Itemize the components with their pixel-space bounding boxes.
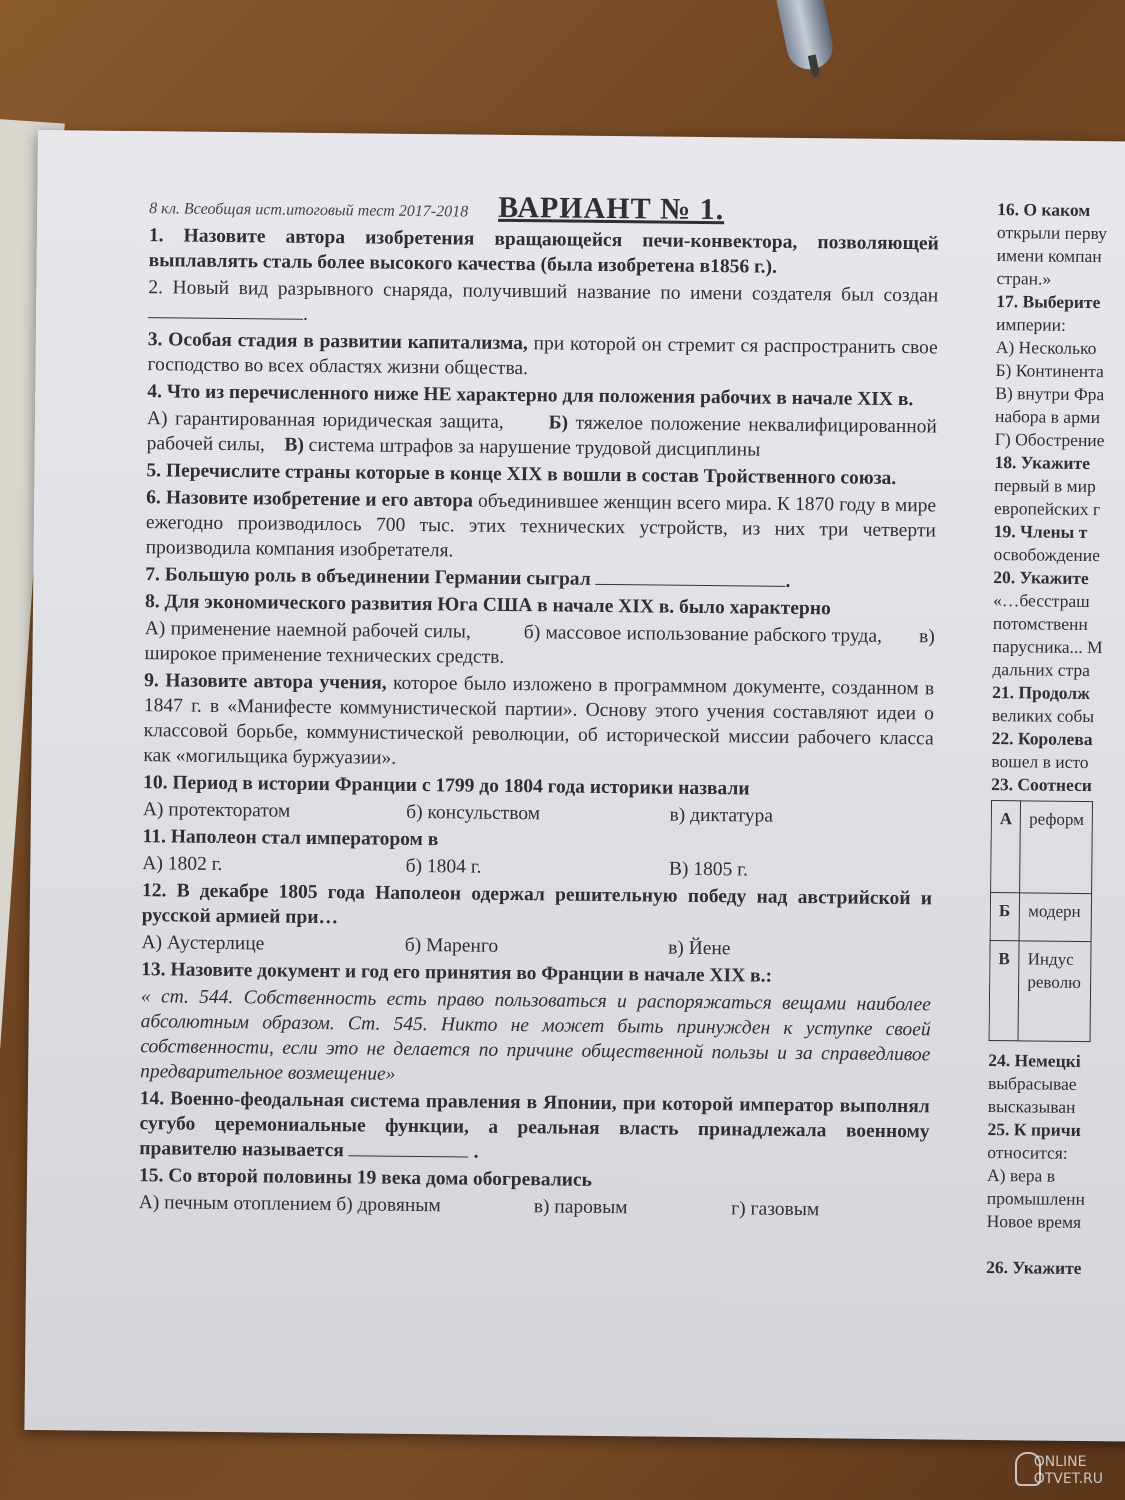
right-column-line: 18. Укажите <box>994 452 1091 474</box>
right-column-line: относится: <box>987 1141 1068 1163</box>
question-10: 10. Период в истории Франции с 1799 до 1804 года историки назвали <box>143 772 750 800</box>
right-column-line <box>986 1233 1125 1258</box>
right-column-line: имени компан <box>996 245 1102 267</box>
right-column-line: 24. Немецкі <box>988 1050 1081 1071</box>
option: А) протекторатом <box>142 799 291 822</box>
right-column-line: высказыван <box>987 1096 1076 1117</box>
right-column-line: 19. Члены т <box>993 521 1088 543</box>
right-column-line: 17. Выберите <box>996 291 1101 313</box>
option: г) газовым <box>731 1198 820 1221</box>
question-4-options: А) гарантированная юридическая защита, Б) тяжелое положение неквалифицированной рабочей силы, В) система штрафов за нарушение трудовой дисциплины <box>146 408 938 461</box>
right-column-lines <box>991 198 1125 798</box>
right-column-line: 25. К причи <box>987 1118 1081 1140</box>
option: в) паровым <box>533 1196 628 1219</box>
question-12: 12. В декабре 1805 года Наполеон одержал решительную победу над австрийской и русской армией при… <box>141 880 933 929</box>
right-column-line: империи: <box>995 314 1067 335</box>
question-9: 9. Назовите автора учения, которое было изложено в программном документе, созданном в 1847 г. в «Манифесте коммунистической партии». Основу этого учения составляют идеи о классовой борьбе, коммунистической революции, об исторической миссии рабочего класса как «могильщика буржуазии». <box>143 670 935 769</box>
right-column-line: дальних стра <box>992 659 1091 681</box>
question-4: 4. Что из перечисленного ниже НЕ характерно для положения рабочих в начале XIX в. <box>147 381 914 411</box>
header-subtitle: 8 кл. Всеобщая ист.итоговый тест 2017-2018 <box>149 200 469 221</box>
right-column-line: А) вера в <box>987 1164 1056 1186</box>
right-column-line: вошел в исто <box>991 751 1089 773</box>
table-letter: А <box>991 801 1021 893</box>
right-column-line: выбрасывае <box>987 1073 1077 1094</box>
right-column-line: Б) Континента <box>995 360 1104 382</box>
right-column-line: В) внутри Фра <box>995 383 1105 405</box>
right-column-line: промышленн <box>986 1187 1086 1210</box>
question-15: 15. Со второй половины 19 века дома обогревались <box>138 1165 593 1191</box>
table-cell: реформ <box>1020 801 1093 894</box>
right-column-line: первый в мир <box>994 475 1096 497</box>
option: А) печным отоплением <box>138 1192 332 1216</box>
right-column-line: 23. Соотнеси <box>991 774 1092 796</box>
right-column-line: А) Несколько <box>995 337 1097 359</box>
option: б) дровяным <box>336 1194 441 1217</box>
watermark-line: ONLINE <box>1033 1454 1087 1470</box>
right-column-line: Г) Обострение <box>994 429 1105 451</box>
table-cell: модерн <box>1019 893 1091 942</box>
watermark-line: OTVET.RU <box>1033 1471 1103 1487</box>
option: В) 1805 г. <box>668 858 748 881</box>
test-sheet <box>24 130 1125 1442</box>
right-column-line: европейских г <box>993 498 1101 520</box>
question-13-quote: « ст. 544. Собственность есть право пользоваться и распоряжаться вещами наиболее абсолютным образом. Ст. 545. Никто не может быть принужден к уступке своей собственности, если это не делается по причине общественной пользы и за справедливое предварительное возмещение» <box>140 986 931 1085</box>
question-2: 2. Новый вид разрывного снаряда, получивший название по имени создателя был создан . <box>148 277 939 325</box>
question-3: 3. Особая стадия в развитии капитализма, при которой он стремит ся распространить свое господство во всех областях жизни общества. <box>147 329 938 380</box>
question-7: 7. Большую роль в объединении Германии сыграл . <box>145 564 791 592</box>
question-8-options: А) применение наемной рабочей силы, б) массовое использование рабского труда, в) широкое применение технических средств. <box>144 618 935 668</box>
right-column-line: стран.» <box>996 268 1052 289</box>
option: б) Маренго <box>404 934 499 957</box>
right-column-line: 22. Королева <box>991 728 1093 750</box>
right-column-line: 21. Продолж <box>992 682 1091 704</box>
main-column <box>139 191 940 1225</box>
table-letter: Б <box>990 893 1020 941</box>
right-column-line: «…бесстраш <box>993 590 1090 612</box>
right-column-line: открыли перву <box>996 222 1108 244</box>
option: А) 1802 г. <box>142 853 223 875</box>
question-1: 1. Назовите автора изобретения вращающейся печи-конвектора, позволяющей выплавлять сталь более высокого качества (была изобретена в1856 г.). <box>148 225 939 278</box>
right-column-line: освобождение <box>993 544 1101 566</box>
right-column <box>986 198 1125 1281</box>
question-5: 5. Перечислите страны которые в конце XIX в вошли в состав Тройственного союза. <box>146 460 897 490</box>
right-column-line: великих собы <box>991 705 1095 727</box>
table-cell: Индус револю <box>1018 941 1091 1042</box>
question-14: 14. Военно-феодальная система правления в Японии, при которой император выполнял сугубо церемониальные функции, а реальная власть принадлежала военному правителю называется . <box>139 1088 930 1163</box>
right-column-line: потомственн <box>992 613 1088 635</box>
right-column-lines-lower <box>986 1049 1125 1281</box>
matching-table <box>989 800 1094 1042</box>
option: б) 1804 г. <box>405 855 482 878</box>
right-column-line: 16. О каком <box>997 199 1091 221</box>
table-letter: В <box>989 941 1019 1041</box>
right-column-line: 20. Укажите <box>993 567 1089 589</box>
right-column-line: парусника... М <box>992 636 1103 658</box>
pen <box>769 0 837 74</box>
question-8: 8. Для экономического развития Юга США в начале XIX в. было характерно <box>144 591 831 620</box>
variant-title: ВАРИАНТ № 1. <box>497 190 725 227</box>
option: в) диктатура <box>669 804 774 827</box>
right-column-line: 26. Укажите <box>986 1256 1082 1278</box>
right-column-line: набора в арми <box>994 406 1101 428</box>
option: в) Йене <box>668 937 731 960</box>
question-6: 6. Назовите изобретение и его автора объединившее женщин всего мира. К 1870 году в мире ежегодно производилось 700 тыс. этих технических устройств, из них три четверти производила компания изобретателя. <box>145 487 937 562</box>
option: А) Аустерлице <box>141 932 265 955</box>
question-11: 11. Наполеон стал императором в <box>142 826 439 851</box>
watermark <box>1034 1454 1103 1488</box>
question-13: 13. Назовите документ и год его принятия во Франции в начале XIX в.: <box>141 959 773 987</box>
option: б) консульством <box>406 801 541 825</box>
right-column-line: Новое время <box>986 1210 1082 1232</box>
